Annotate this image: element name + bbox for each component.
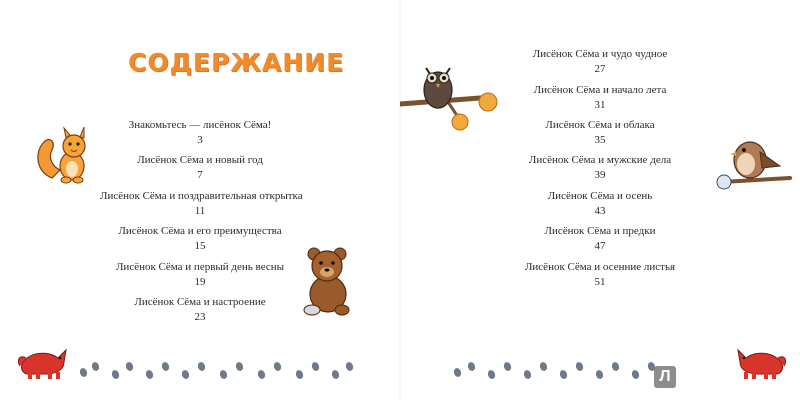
toc-entry-page: 11	[194, 205, 206, 217]
toc-entry[interactable]	[500, 118, 700, 148]
toc-entry-title: Лисёнок Сёма и настроение	[134, 296, 266, 308]
toc-entry[interactable]	[100, 295, 300, 325]
toc-entry-title: Лисёнок Сёма и начало лета	[533, 84, 667, 96]
toc-entry[interactable]	[500, 189, 700, 219]
toc-entry[interactable]	[500, 153, 700, 183]
toc-entry[interactable]	[100, 189, 303, 219]
paw-prints-right	[450, 358, 680, 382]
squirrel-illustration	[34, 122, 96, 186]
toc-entry[interactable]	[500, 224, 700, 254]
toc-entry-page: 39	[594, 169, 606, 181]
toc-entry[interactable]	[100, 118, 300, 148]
toc-entry-title: Лисёнок Сёма и облака	[545, 119, 655, 131]
toc-entry-page: 51	[594, 276, 606, 288]
toc-entry[interactable]	[100, 260, 300, 290]
toc-entry-title: Лисёнок Сёма и предки	[544, 225, 656, 237]
page-title: СОДЕРЖАНИЕ	[128, 48, 345, 77]
fox-illustration-left	[18, 344, 70, 380]
toc-entry-title: Лисёнок Сёма и новый год	[137, 154, 263, 166]
toc-entry-title: Лисёнок Сёма и мужские дела	[528, 154, 672, 166]
toc-entry[interactable]	[500, 260, 700, 290]
toc-entry[interactable]	[100, 153, 300, 183]
toc-entry-page: 23	[194, 311, 206, 323]
toc-entry-page: 15	[194, 240, 206, 252]
toc-entry-page: 31	[594, 99, 606, 111]
toc-entry-page: 43	[594, 205, 606, 217]
fox-illustration-right	[734, 344, 786, 380]
bear-illustration	[300, 244, 356, 316]
toc-entry-page: 35	[594, 134, 606, 146]
toc-entry-page: 27	[594, 63, 606, 75]
toc-entry-title: Лисёнок Сёма и первый день весны	[115, 261, 285, 273]
watermark-logo: Л	[654, 366, 676, 388]
paw-prints-left	[76, 358, 356, 382]
toc-entry-title: Знакомьтесь — лисёнок Сёма!	[128, 119, 272, 131]
toc-entry-page: 3	[197, 134, 203, 146]
toc-entry[interactable]	[500, 47, 700, 77]
toc-entry-title: Лисёнок Сёма и поздравительная открытка	[100, 190, 303, 202]
right-page	[400, 0, 800, 400]
toc-entry-page: 19	[194, 276, 206, 288]
toc-entry-page: 7	[197, 169, 203, 181]
toc-entry-title: Лисёнок Сёма и чудо чудное	[532, 48, 668, 60]
toc-entry[interactable]	[100, 224, 300, 254]
toc-entry[interactable]	[500, 83, 700, 113]
toc-entry-title: Лисёнок Сёма и осенние листья	[524, 261, 676, 273]
toc-entry-title: Лисёнок Сёма и осень	[547, 190, 653, 202]
sparrow-illustration	[714, 130, 792, 194]
toc-entry-page: 47	[594, 240, 606, 252]
toc-entry-title: Лисёнок Сёма и его преимущества	[118, 225, 282, 237]
owl-illustration	[400, 58, 504, 132]
